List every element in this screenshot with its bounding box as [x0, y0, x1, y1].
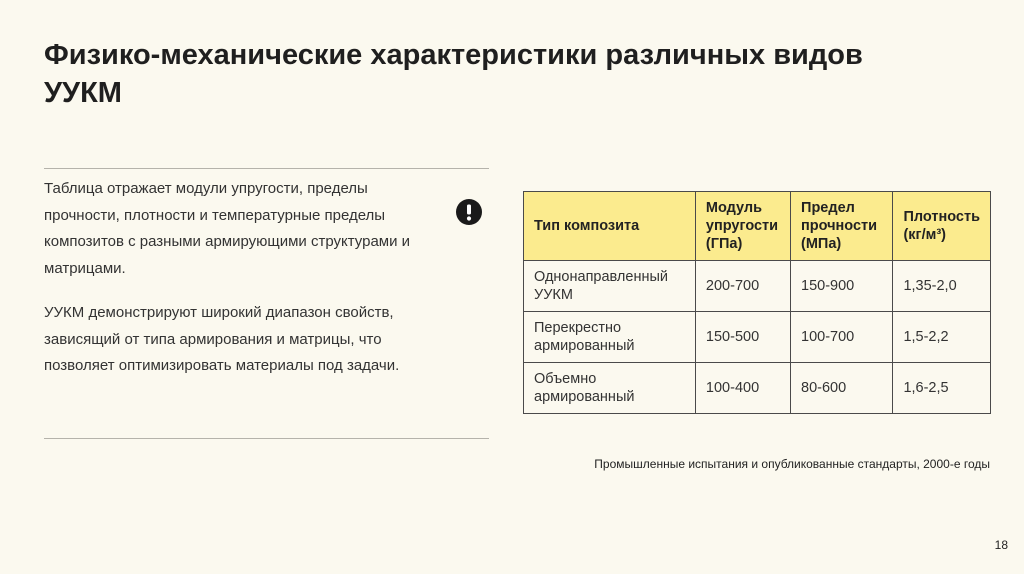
- cell-elastic-modulus: 100-400: [695, 363, 790, 414]
- cell-density: 1,6-2,5: [893, 363, 991, 414]
- cell-composite-type: Перекрестно армированный: [524, 312, 696, 363]
- description-paragraph-1: Таблица отражает модули упругости, пределы прочности, плотности и температурные пределы композитов с разными армирующими структурами и матрицами.: [44, 180, 411, 277]
- slide-title: Физико-механические характеристики различных видов УУКМ: [44, 39, 863, 109]
- cell-elastic-modulus: 150-500: [695, 312, 790, 363]
- top-divider: [44, 168, 489, 169]
- header-density: Плотность (кг/м³): [893, 192, 991, 261]
- cell-strength-limit: 100-700: [791, 312, 893, 363]
- cell-composite-type: Однонаправленный УУКМ: [524, 261, 696, 312]
- header-strength-limit: Предел прочности (МПа): [791, 192, 893, 261]
- cell-strength-limit: 80-600: [791, 363, 893, 414]
- table-row: [524, 363, 991, 414]
- cell-strength-limit: 150-900: [791, 261, 893, 312]
- header-elastic-modulus: Модуль упругости (ГПа): [695, 192, 790, 261]
- properties-table: [523, 191, 991, 414]
- exclamation-circle-icon: [456, 199, 482, 225]
- cell-density: 1,35-2,0: [893, 261, 991, 312]
- page-number: 18: [994, 538, 1008, 552]
- table-row: [524, 261, 991, 312]
- table-header-row: [524, 192, 991, 261]
- cell-composite-type: Объемно армированный: [524, 363, 696, 414]
- table-row: [524, 312, 991, 363]
- cell-elastic-modulus: 200-700: [695, 261, 790, 312]
- header-composite-type: Тип композита: [524, 192, 696, 261]
- description-text: [44, 176, 444, 380]
- bottom-divider: [44, 438, 489, 439]
- description-paragraph-2: УУКМ демонстрируют широкий диапазон свойств, зависящий от типа армирования и матрицы, что позволяет оптимизировать материалы под задачи.: [44, 304, 400, 374]
- cell-density: 1,5-2,2: [893, 312, 991, 363]
- source-note: Промышленные испытания и опубликованные стандарты, 2000-е годы: [594, 457, 990, 471]
